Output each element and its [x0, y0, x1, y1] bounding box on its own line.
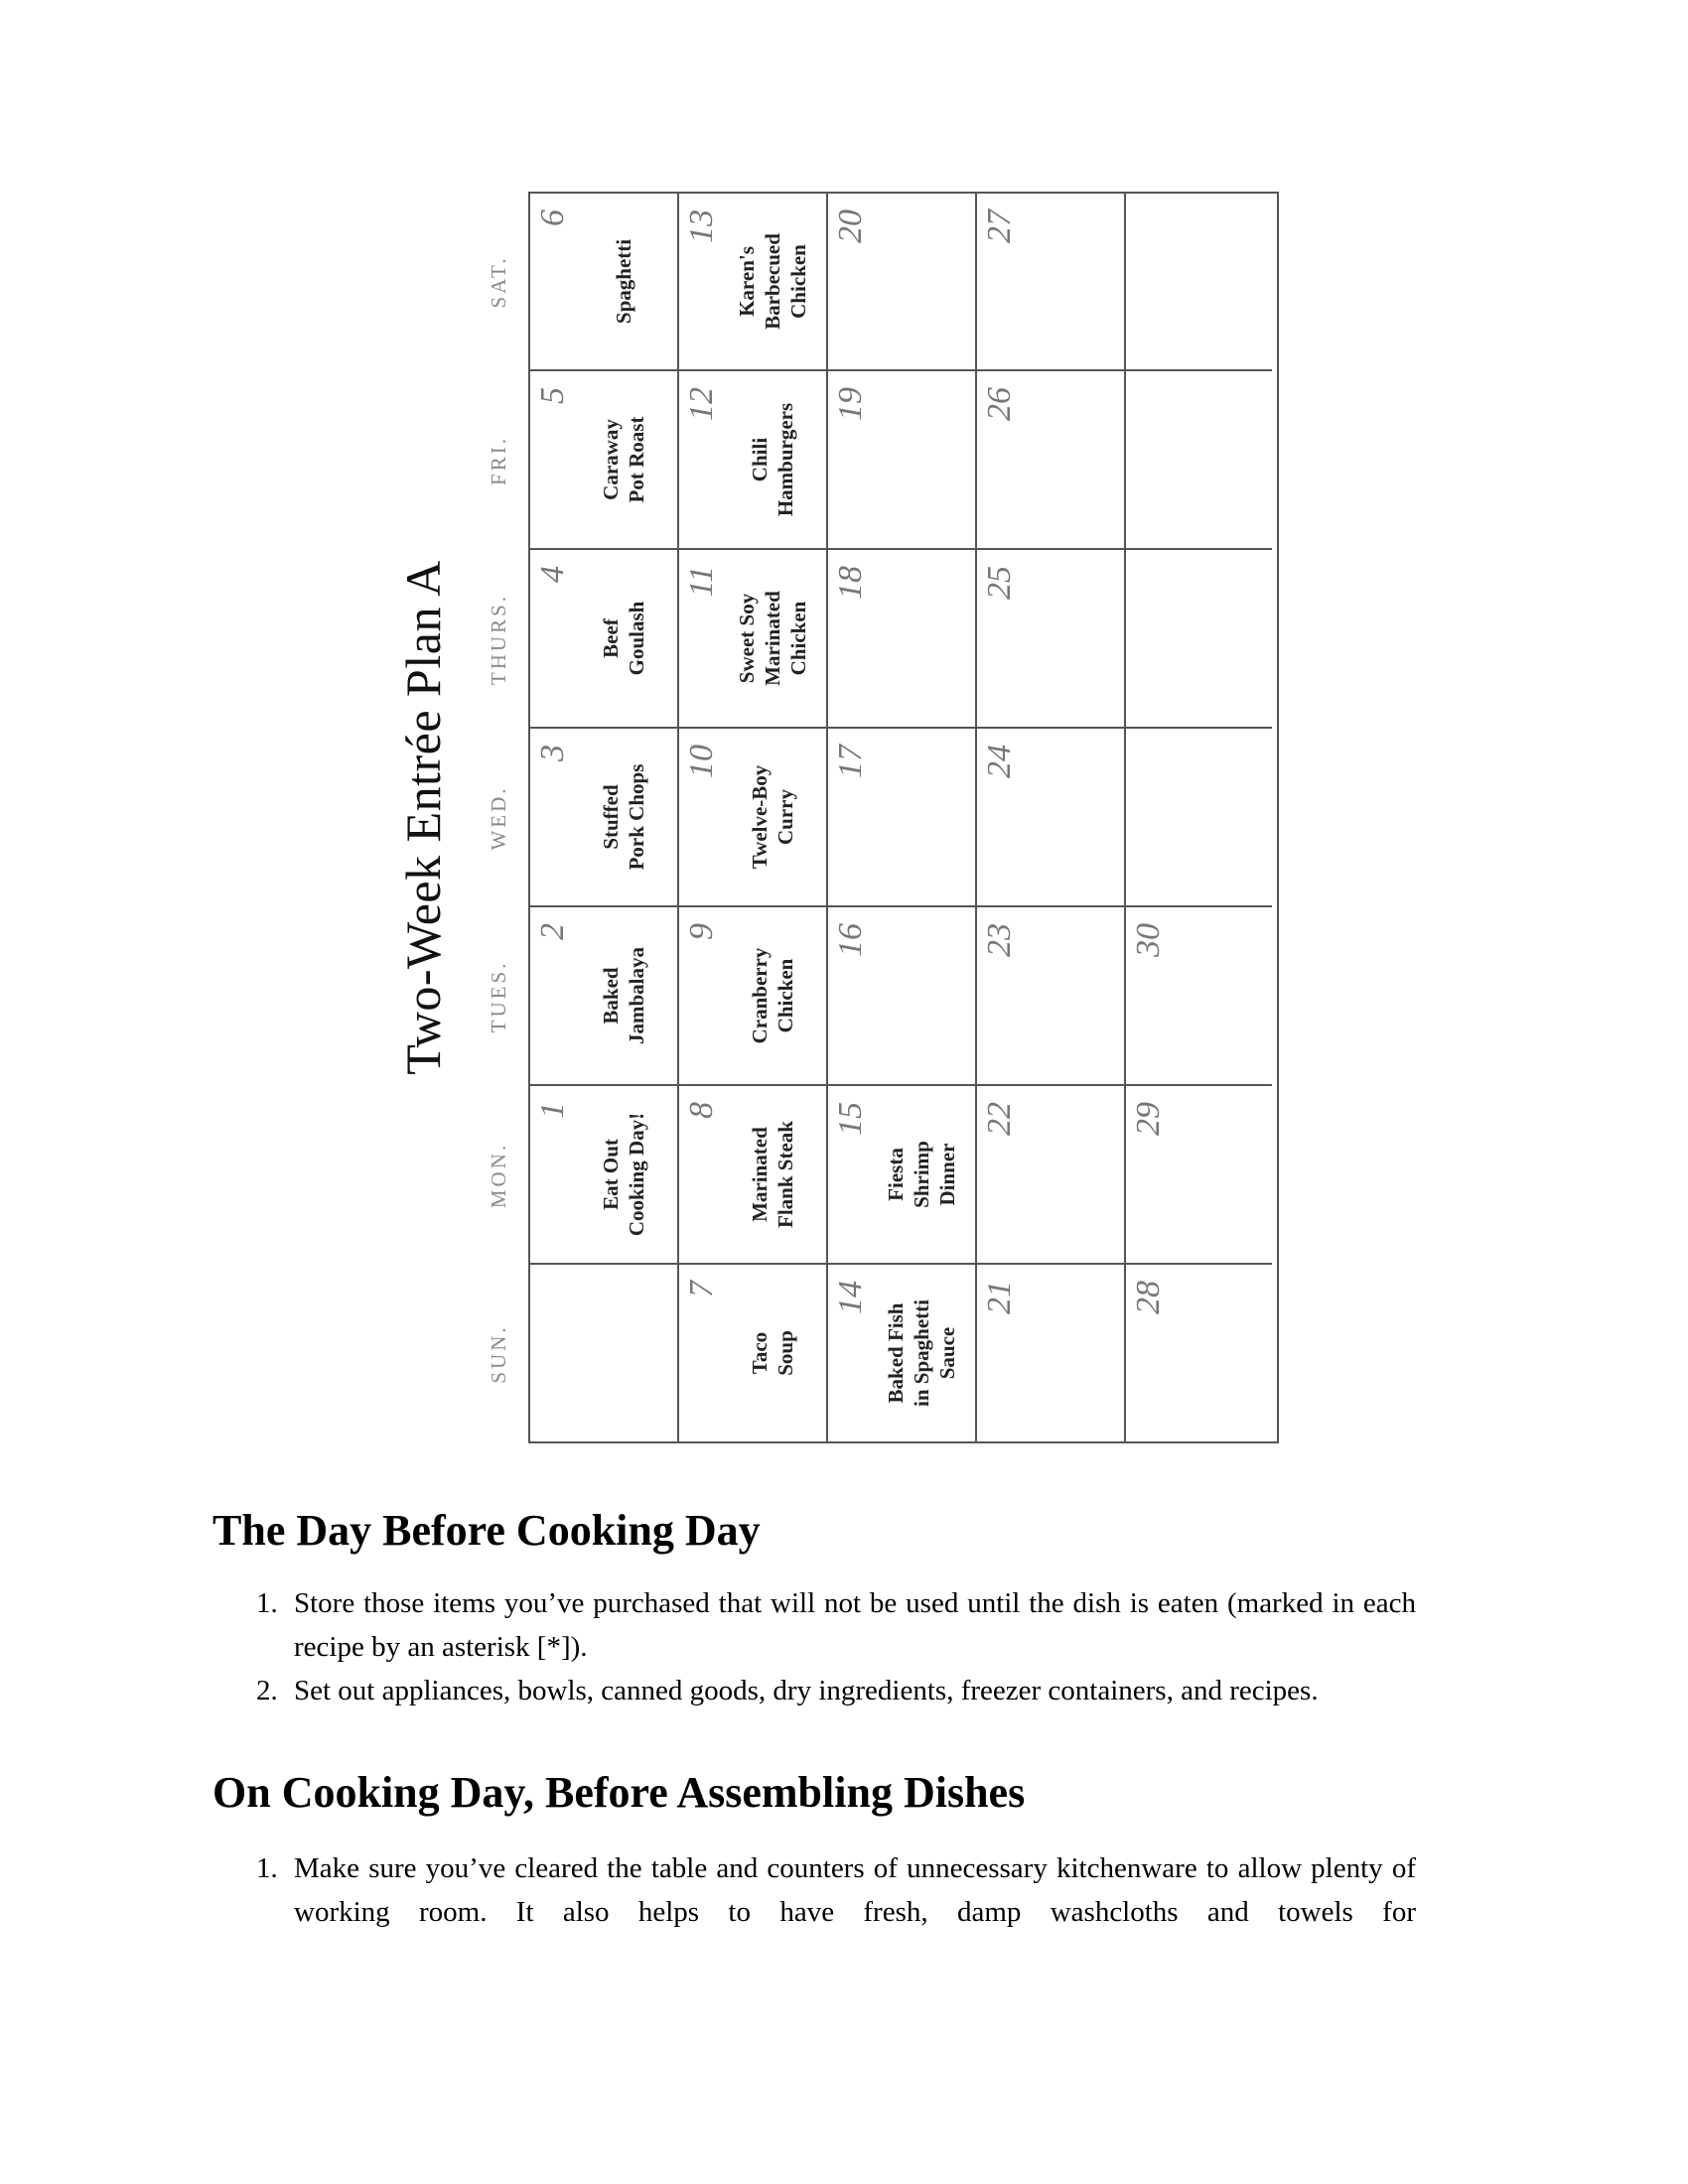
day-number: 6: [534, 209, 571, 226]
day-number: 18: [832, 566, 869, 600]
entree-label: [1174, 381, 1264, 538]
list-item-text: Set out appliances, bowls, canned goods, dry ingredients, freezer containers, and recipes.: [294, 1675, 1319, 1706]
day-number: 20: [832, 209, 869, 243]
calendar-cell: [1126, 727, 1272, 905]
calendar-cell: [530, 1084, 679, 1263]
calendar-cell: [679, 1263, 828, 1441]
day-number: 9: [683, 923, 720, 940]
day-number: 4: [534, 566, 571, 583]
section-heading-cooking-day: On Cooking Day, Before Assembling Dishes: [212, 1768, 1026, 1817]
day-number: 14: [832, 1281, 869, 1314]
entree-label: [1174, 917, 1264, 1074]
cooking-day-list: [212, 1846, 1416, 1934]
day-number: 10: [683, 745, 720, 778]
day-number: 17: [832, 745, 869, 778]
day-number: 16: [832, 923, 869, 957]
entree-label: Baked Fish in Spaghetti Sauce: [884, 1299, 959, 1407]
calendar-cell: [977, 369, 1126, 548]
calendar-cell: [977, 194, 1126, 369]
entree-label: [1174, 204, 1264, 359]
day-number: 22: [981, 1102, 1018, 1136]
section-heading-day-before: The Day Before Cooking Day: [212, 1506, 761, 1555]
calendar-cell: [977, 1084, 1126, 1263]
calendar-cell: [530, 548, 679, 727]
calendar-cell: [679, 1084, 828, 1263]
day-number: 1: [534, 1102, 571, 1119]
calendar-title: Two-Week Entrée Plan A: [395, 560, 451, 1075]
entree-label: [876, 739, 967, 895]
entree-label: [1174, 1096, 1264, 1253]
entree-label: [1025, 204, 1116, 359]
day-header: SUN.: [487, 1324, 510, 1384]
calendar-cell: [530, 727, 679, 905]
day-number: 12: [683, 387, 720, 421]
entree-label: Chili Hamburgers: [748, 402, 797, 517]
entree-label: Karen's Barbecued Chicken: [735, 233, 810, 330]
day-number: 24: [981, 745, 1018, 778]
calendar-cell: [977, 727, 1126, 905]
day-number: 23: [981, 923, 1018, 957]
day-number: 7: [683, 1281, 720, 1297]
list-item: [212, 1846, 1416, 1934]
day-number: 8: [683, 1102, 720, 1119]
list-item-text: Store those items you’ve purchased that will not be used until the dish is eaten (marked in each recipe by an asterisk [*]).: [294, 1587, 1416, 1663]
calendar-cell: [1126, 1263, 1272, 1441]
day-header: MON.: [487, 1142, 510, 1209]
day-header: SAT.: [487, 255, 510, 309]
entree-label: Stuffed Pork Chops: [599, 763, 648, 871]
entree-label: Baked Jambalaya: [599, 947, 648, 1045]
day-header: WED.: [487, 785, 510, 851]
list-item-text: Make sure you’ve cleared the table and counters of unnecessary kitchenware to allow plenty of working room. It also helps to have fresh, damp washcloths and towels for: [294, 1852, 1416, 1928]
entree-label: Taco Soup: [748, 1330, 797, 1376]
day-number: 3: [534, 745, 571, 761]
calendar-rotated-page: [383, 192, 1280, 1443]
entree-label: Marinated Flank Steak: [748, 1121, 797, 1228]
calendar-cell: [977, 548, 1126, 727]
day-number: 25: [981, 566, 1018, 600]
day-number: 26: [981, 387, 1018, 421]
day-number: 15: [832, 1102, 869, 1136]
calendar-cell: [530, 905, 679, 1084]
calendar-cell: [828, 1263, 977, 1441]
entree-label: [1025, 917, 1116, 1074]
entree-label: [1025, 739, 1116, 895]
list-number: 2.: [256, 1675, 278, 1706]
calendar-cell: [828, 548, 977, 727]
calendar-cell: [977, 1263, 1126, 1441]
entree-label: [876, 381, 967, 538]
calendar-cell: [530, 1263, 679, 1441]
entree-label: [1025, 1096, 1116, 1253]
calendar-cell: [1126, 194, 1272, 369]
day-number: 29: [1130, 1102, 1167, 1136]
entree-label: [1174, 739, 1264, 895]
entree-label: Cranberry Chicken: [748, 947, 797, 1044]
day-before-list: [212, 1581, 1416, 1712]
calendar-cell: [828, 194, 977, 369]
calendar-cell: [828, 369, 977, 548]
day-number: 19: [832, 387, 869, 421]
list-item: [212, 1669, 1416, 1712]
list-number: 1.: [256, 1852, 278, 1884]
day-header: TUES.: [487, 960, 510, 1033]
day-number: 30: [1130, 923, 1167, 957]
calendar-figure: [383, 192, 1280, 1443]
entree-label: Beef Goulash: [599, 601, 648, 676]
calendar-cell: [1126, 1084, 1272, 1263]
day-number: 5: [534, 387, 571, 404]
calendar-cell: [828, 1084, 977, 1263]
calendar-cell: [530, 194, 679, 369]
entree-label: Spaghetti: [612, 238, 635, 325]
calendar-cell: [828, 905, 977, 1084]
entree-label: Fiesta Shrimp Dinner: [884, 1141, 959, 1208]
entree-label: Caraway Pot Roast: [599, 416, 648, 503]
calendar-cell: [679, 369, 828, 548]
entree-label: [1025, 1275, 1116, 1432]
entree-label: [1025, 560, 1116, 717]
day-number: 28: [1130, 1281, 1167, 1314]
entree-label: [578, 1275, 669, 1432]
day-number: 13: [683, 209, 720, 243]
calendar-day-headers: [469, 192, 528, 1443]
entree-label: Sweet Soy Marinated Chicken: [735, 591, 810, 686]
day-header: THURS.: [487, 593, 510, 686]
day-header: FRI.: [487, 436, 510, 485]
calendar-cell: [1126, 905, 1272, 1084]
entree-label: [1025, 381, 1116, 538]
calendar-cell: [679, 905, 828, 1084]
day-number: 27: [981, 209, 1018, 243]
calendar-grid: [528, 192, 1279, 1443]
calendar-cell: [1126, 369, 1272, 548]
list-number: 1.: [256, 1587, 278, 1619]
entree-label: Twelve-Boy Curry: [748, 764, 797, 870]
calendar-cell: [530, 369, 679, 548]
day-number: 2: [534, 923, 571, 940]
calendar-cell: [977, 905, 1126, 1084]
entree-label: [1174, 1275, 1264, 1432]
list-item: [212, 1581, 1416, 1669]
entree-label: [1174, 560, 1264, 717]
calendar-cell: [679, 727, 828, 905]
entree-label: Eat Out Cooking Day!: [599, 1112, 648, 1237]
calendar-cell: [828, 727, 977, 905]
day-number: 11: [683, 566, 720, 598]
entree-label: [876, 204, 967, 359]
entree-label: [876, 917, 967, 1074]
day-number: 21: [981, 1281, 1018, 1314]
entree-label: [876, 560, 967, 717]
calendar-cell: [679, 548, 828, 727]
calendar-cell: [679, 194, 828, 369]
calendar-cell: [1126, 548, 1272, 727]
